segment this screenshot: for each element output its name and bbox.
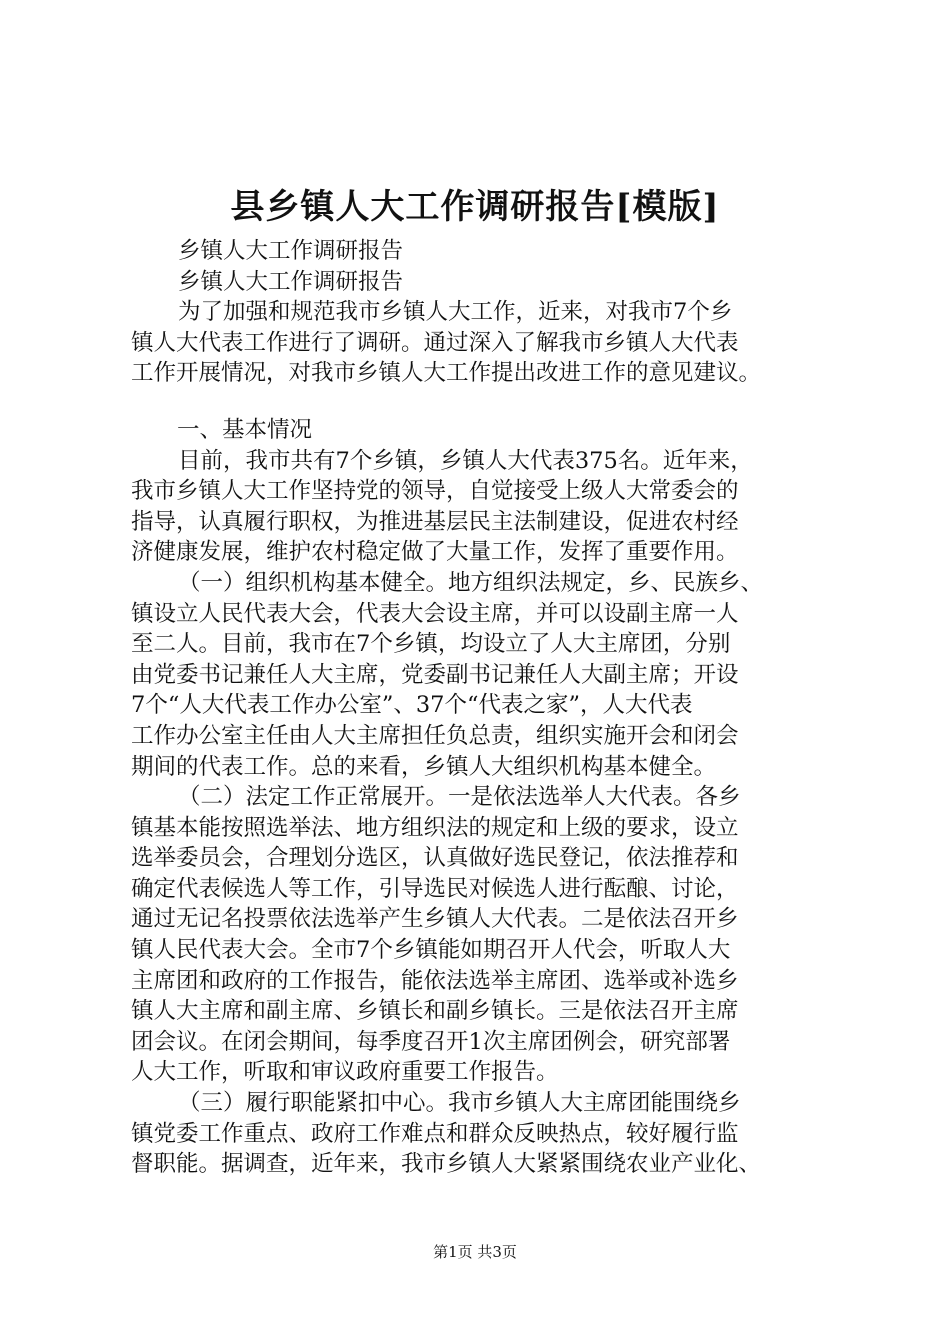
paragraph-line: 由党委书记兼任人大主席，党委副书记兼任人大副主席；开设 xyxy=(131,661,739,688)
section-heading: 一、基本情况 xyxy=(177,416,313,443)
paragraph-gap xyxy=(131,389,841,415)
paragraph-line: 我市乡镇人大工作坚持党的领导，自觉接受上级人大常委会的 xyxy=(131,478,739,505)
paragraph-line: 人大工作，听取和审议政府重要工作报告。 xyxy=(131,1059,559,1086)
paragraph-line: 选举委员会，合理划分选区，认真做好选民登记，依法推荐和 xyxy=(131,845,739,872)
paragraph-line: 目前，我市共有7个乡镇，乡镇人大代表375名。近年来， xyxy=(178,447,753,474)
paragraph-line: 镇党委工作重点、政府工作难点和群众反映热点，较好履行监 xyxy=(131,1120,739,1147)
paragraph-line: 镇设立人民代表大会，代表大会设主席，并可以设副主席一人 xyxy=(131,600,739,627)
paragraph-line: 镇人大主席和副主席、乡镇长和副乡镇长。三是依法召开主席 xyxy=(131,998,739,1025)
paragraph-line: 工作办公室主任由人大主席担任负总责，组织实施开会和闭会 xyxy=(131,722,739,749)
paragraph-line: 镇基本能按照选举法、地方组织法的规定和上级的要求，设立 xyxy=(131,814,739,841)
paragraph-line: （二）法定工作正常展开。一是依法选举人大代表。各乡 xyxy=(178,784,741,811)
paragraph-line: 为了加强和规范我市乡镇人大工作，近来，对我市7个乡 xyxy=(178,299,733,326)
paragraph-line: 7个“人大代表工作办公室”、37个“代表之家”，人大代表 xyxy=(131,692,693,719)
paragraph-line: 确定代表候选人等工作，引导选民对候选人进行酝酿、讨论， xyxy=(131,875,739,902)
subtitle-line: 乡镇人大工作调研报告 xyxy=(178,238,404,264)
paragraph-line: （一）组织机构基本健全。地方组织法规定，乡、民族乡、 xyxy=(178,569,764,596)
paragraph-line: 镇人大代表工作进行了调研。通过深入了解我市乡镇人大代表 xyxy=(131,329,739,356)
paragraph-line: 主席团和政府的工作报告，能依法选举主席团、选举或补选乡 xyxy=(131,967,739,994)
page-footer: 第1页 共3页 xyxy=(433,1243,517,1261)
paragraph-line: 团会议。在闭会期间，每季度召开1次主席团例会，研究部署 xyxy=(131,1028,731,1055)
paragraph-line: 期间的代表工作。总的来看，乡镇人大组织机构基本健全。 xyxy=(131,753,717,780)
paragraph-line: 至二人。目前，我市在7个乡镇，均设立了人大主席团，分别 xyxy=(131,631,731,658)
document-title: 县乡镇人大工作调研报告[模版] xyxy=(230,187,720,227)
paragraph-line: 济健康发展，维护农村稳定做了大量工作，发挥了重要作用。 xyxy=(131,539,739,566)
paragraph-line: 督职能。据调查，近年来，我市乡镇人大紧紧围绕农业产业化、 xyxy=(131,1151,762,1178)
paragraph-line: 指导，认真履行职权，为推进基层民主法制建设，促进农村经 xyxy=(131,508,739,535)
paragraph-line: 工作开展情况，对我市乡镇人大工作提出改进工作的意见建议。 xyxy=(131,360,762,387)
paragraph-line: 镇人民代表大会。全市7个乡镇能如期召开人代会，听取人大 xyxy=(131,937,731,964)
subtitle-line: 乡镇人大工作调研报告 xyxy=(178,268,404,295)
paragraph-line: 通过无记名投票依法选举产生乡镇人大代表。二是依法召开乡 xyxy=(131,906,739,933)
paragraph-line: （三）履行职能紧扣中心。我市乡镇人大主席团能围绕乡 xyxy=(178,1090,741,1117)
document-body xyxy=(131,236,841,1180)
